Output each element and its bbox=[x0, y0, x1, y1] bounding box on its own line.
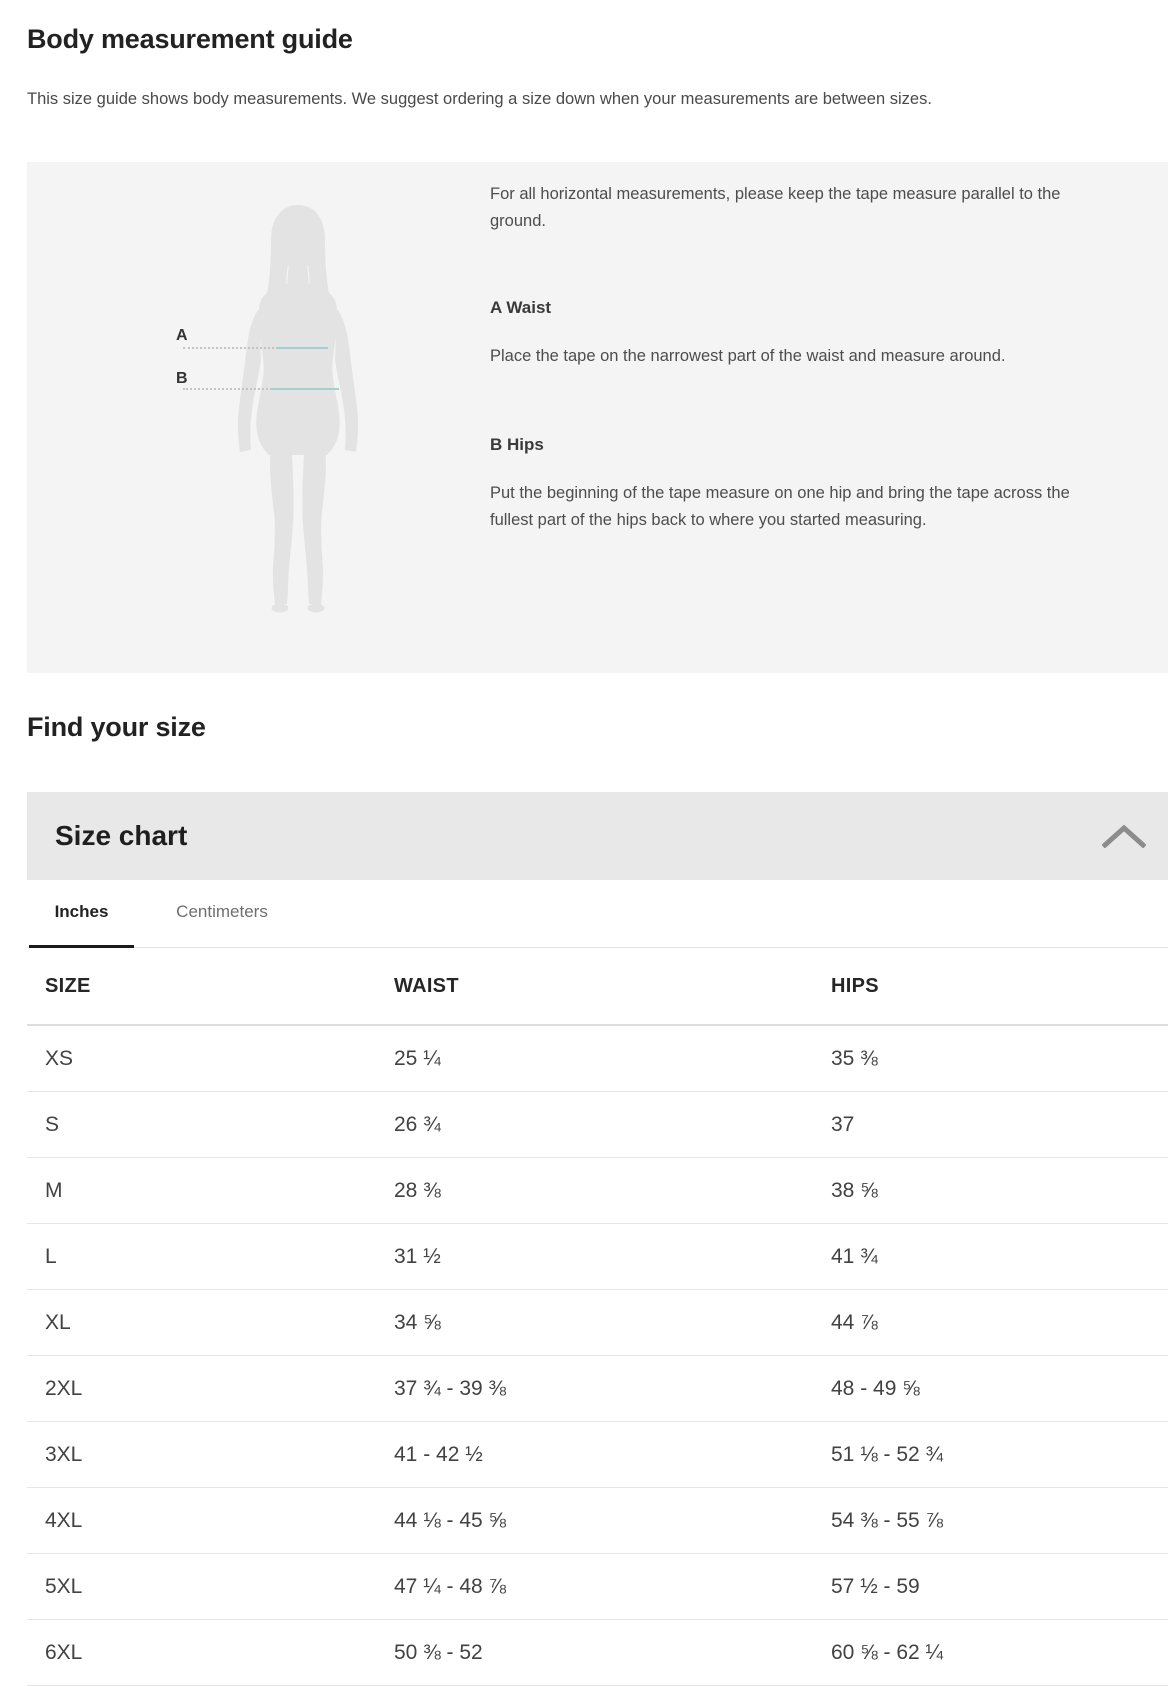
table-row bbox=[27, 1488, 1168, 1554]
chevron-up-icon[interactable] bbox=[1102, 824, 1146, 848]
hips-cell: 37 bbox=[830, 1092, 1168, 1158]
table-row bbox=[27, 1356, 1168, 1422]
waist-cell: 41 - 42 ½ bbox=[393, 1422, 830, 1488]
hips-cell: 54 ⅜ - 55 ⅞ bbox=[830, 1488, 1168, 1554]
torso-shape bbox=[256, 284, 339, 455]
page-title: Body measurement guide bbox=[27, 24, 353, 54]
table-row bbox=[27, 1025, 1168, 1092]
body-silhouette-image bbox=[223, 198, 373, 618]
hips-measure-line bbox=[272, 388, 339, 390]
size-cell: XL bbox=[27, 1290, 393, 1356]
waist-section-text: Place the tape on the narrowest part of the waist and measure around. bbox=[490, 347, 1006, 365]
tab-inches[interactable]: Inches bbox=[29, 879, 134, 948]
size-cell: 6XL bbox=[27, 1620, 393, 1686]
hips-cell: 41 ¾ bbox=[830, 1224, 1168, 1290]
head-shape bbox=[277, 216, 319, 268]
intro-text: This size guide shows body measurements. We suggest ordering a size down when your measurements are between sizes. bbox=[27, 90, 932, 108]
table-row bbox=[27, 1158, 1168, 1224]
size-cell: L bbox=[27, 1224, 393, 1290]
find-your-size-heading: Find your size bbox=[27, 712, 206, 742]
waist-cell: 44 ⅛ - 45 ⅝ bbox=[393, 1488, 830, 1554]
waist-measure-line bbox=[278, 347, 328, 349]
size-cell: 3XL bbox=[27, 1422, 393, 1488]
measurement-guide-panel bbox=[27, 162, 1168, 673]
table-row bbox=[27, 1224, 1168, 1290]
table-row bbox=[27, 1290, 1168, 1356]
size-table bbox=[27, 948, 1168, 1686]
left-leg-shape bbox=[270, 453, 294, 604]
unit-tabs bbox=[27, 880, 1168, 948]
table-header-row bbox=[27, 948, 1168, 1025]
column-header-hips: HIPS bbox=[830, 948, 1168, 1025]
size-cell: S bbox=[27, 1092, 393, 1158]
hips-cell: 35 ⅜ bbox=[830, 1025, 1168, 1092]
waist-cell: 31 ½ bbox=[393, 1224, 830, 1290]
table-row bbox=[27, 1422, 1168, 1488]
size-cell: 4XL bbox=[27, 1488, 393, 1554]
waist-cell: 37 ¾ - 39 ⅜ bbox=[393, 1356, 830, 1422]
waist-section-heading: A Waist bbox=[490, 298, 552, 317]
waist-cell: 25 ¼ bbox=[393, 1025, 830, 1092]
waist-cell: 50 ⅜ - 52 bbox=[393, 1620, 830, 1686]
size-chart-title: Size chart bbox=[55, 820, 188, 851]
size-cell: M bbox=[27, 1158, 393, 1224]
measurement-instructions bbox=[490, 181, 1100, 598]
right-leg-shape bbox=[302, 453, 326, 604]
hips-cell: 60 ⅝ - 62 ¼ bbox=[830, 1620, 1168, 1686]
size-chart-collapse-header[interactable] bbox=[27, 792, 1168, 880]
hips-cell: 48 - 49 ⅝ bbox=[830, 1356, 1168, 1422]
waist-cell: 47 ¼ - 48 ⅞ bbox=[393, 1554, 830, 1620]
marker-a-dotted-line bbox=[183, 347, 278, 349]
table-row bbox=[27, 1092, 1168, 1158]
right-foot-shape bbox=[308, 604, 325, 613]
waist-cell: 26 ¾ bbox=[393, 1092, 830, 1158]
marker-a-label: A bbox=[176, 327, 188, 344]
hips-cell: 44 ⅞ bbox=[830, 1290, 1168, 1356]
table-row bbox=[27, 1620, 1168, 1686]
column-header-waist: WAIST bbox=[393, 948, 830, 1025]
left-foot-shape bbox=[272, 604, 289, 613]
column-header-size: SIZE bbox=[27, 948, 393, 1025]
hips-cell: 38 ⅝ bbox=[830, 1158, 1168, 1224]
size-cell: 2XL bbox=[27, 1356, 393, 1422]
tab-centimeters[interactable]: Centimeters bbox=[166, 879, 278, 948]
size-cell: XS bbox=[27, 1025, 393, 1092]
tape-measure-note: For all horizontal measurements, please keep the tape measure parallel to the ground. bbox=[490, 185, 1061, 230]
waist-cell: 34 ⅝ bbox=[393, 1290, 830, 1356]
hips-cell: 51 ⅛ - 52 ¾ bbox=[830, 1422, 1168, 1488]
size-cell: 5XL bbox=[27, 1554, 393, 1620]
table-row bbox=[27, 1554, 1168, 1620]
hips-section-heading: B Hips bbox=[490, 435, 544, 454]
marker-b-label: B bbox=[176, 370, 188, 387]
hips-cell: 57 ½ - 59 bbox=[830, 1554, 1168, 1620]
hips-section-text: Put the beginning of the tape measure on one hip and bring the tape across the fullest part of the hips back to where you started measuring. bbox=[490, 484, 1070, 529]
neck-shape bbox=[287, 262, 309, 287]
marker-b-dotted-line bbox=[183, 388, 272, 390]
waist-cell: 28 ⅜ bbox=[393, 1158, 830, 1224]
